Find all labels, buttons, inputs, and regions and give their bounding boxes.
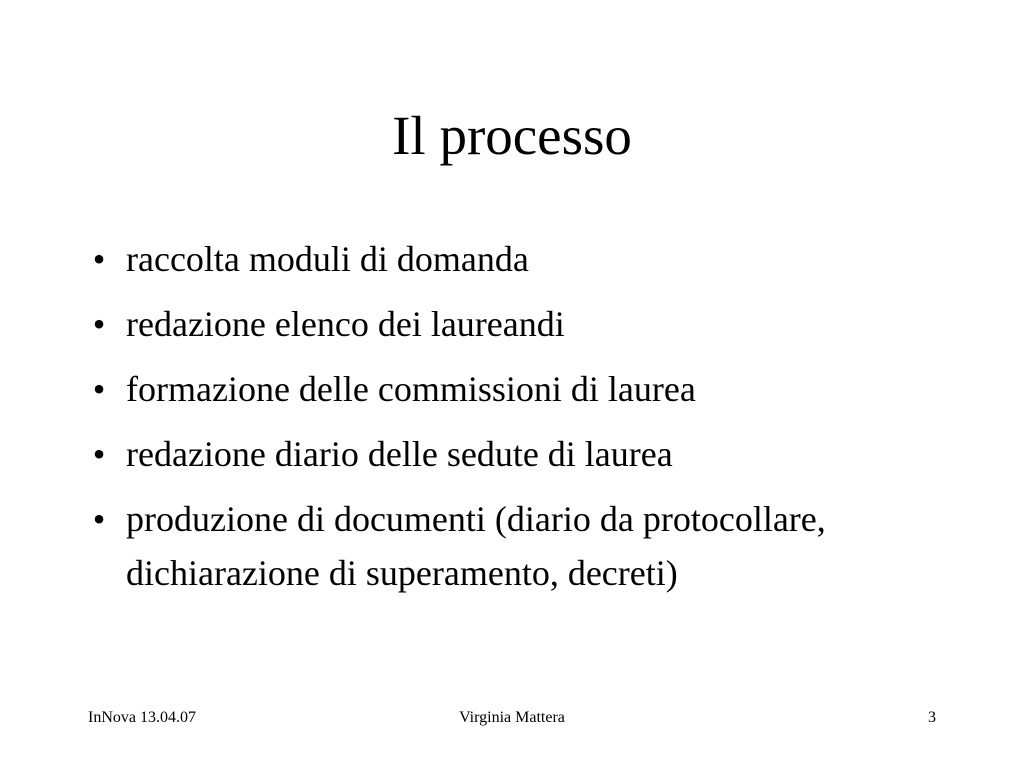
bullet-item	[84, 427, 964, 481]
bullet-icon: •	[92, 239, 106, 279]
slide-title: Il processo	[392, 105, 632, 166]
bullet-text: redazione elenco dei laureandi	[126, 304, 565, 344]
bullet-text: raccolta moduli di domanda	[126, 239, 529, 279]
bullet-item	[84, 232, 964, 286]
bullet-icon: •	[92, 499, 106, 539]
bullet-icon: •	[92, 434, 106, 474]
bullet-item	[84, 362, 964, 416]
bullet-icon: •	[92, 304, 106, 344]
footer-author: Virginia Mattera	[459, 709, 565, 726]
bullet-text: formazione delle commissioni di laurea	[126, 369, 696, 409]
bullet-item	[84, 492, 964, 600]
page-number: 3	[928, 709, 936, 726]
footer-date: InNova 13.04.07	[88, 709, 196, 726]
bullet-text: redazione diario delle sedute di laurea	[126, 434, 673, 474]
bullet-icon: •	[92, 369, 106, 409]
bullet-text: produzione di documenti (diario da protocollare, dichiarazione di superamento, decreti)	[126, 499, 826, 593]
bullet-item	[84, 297, 964, 351]
bullet-list	[84, 232, 964, 611]
